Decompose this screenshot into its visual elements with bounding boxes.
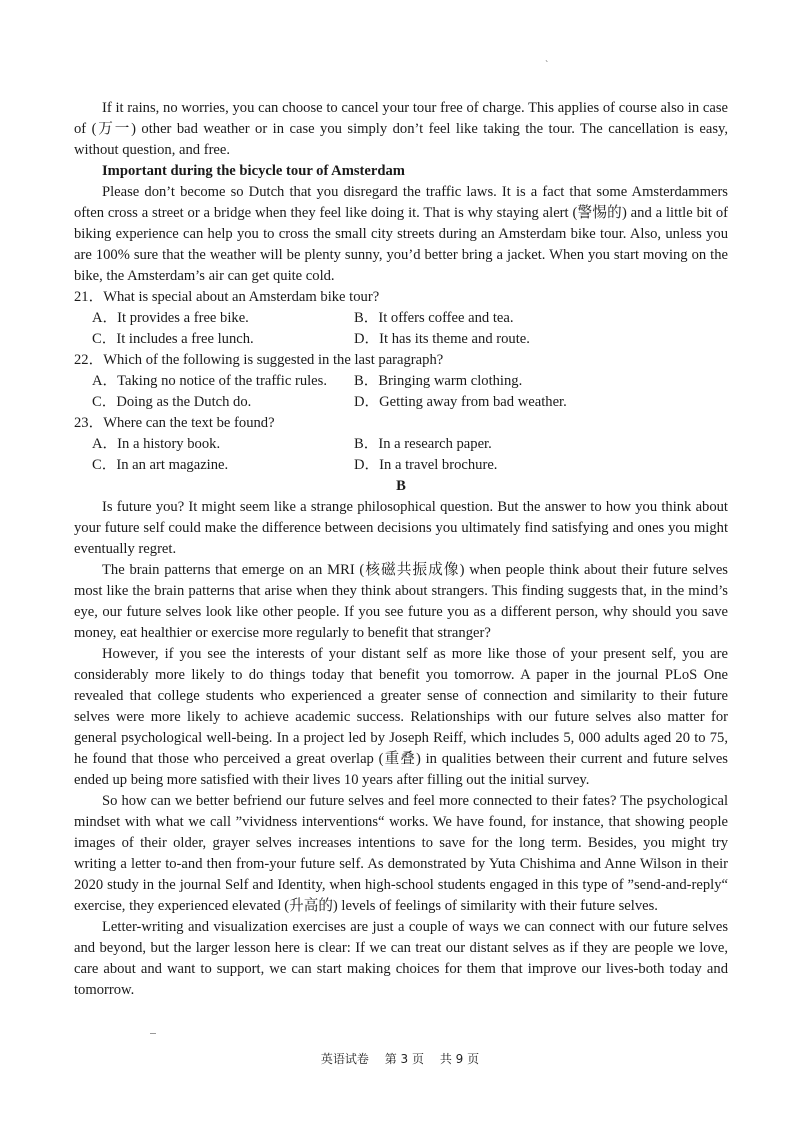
question-stem: 22．Which of the following is suggested in the last paragraph? <box>74 352 444 368</box>
option-a: A．Taking no notice of the traffic rules. <box>92 373 327 389</box>
stray-mark: ` <box>545 60 549 71</box>
option-d: D．In a travel brochure. <box>354 457 498 473</box>
passage-b-paragraph-5: Letter-writing and visualization exercises are just a couple of ways we can connect with our future selves and beyond, but the larger lesson here is clear: If we can treat our distant selves as if they are people we love, care about and want to support, we can start making choices for them that improve our lives-both today and tomorrow. <box>74 919 728 998</box>
passage-b-paragraph-4: So how can we better befriend our future selves and feel more connected to their fates? The psychological mindset with what we call ”vividness interventions“ works. We have found, for instance, that showing people images of their older, grayer selves increases intentions to save for the long term. Besides, you might try writing a letter to-and then from-your future self. As demonstrated by Yuta Chishima and Anne Wilson in their 2020 study in the journal Self and Identity, when high-school students engaged in this type of ”send-and-reply“ exercise, they experienced elevated (升高的) levels of feelings of similarity with their future selves. <box>74 793 728 914</box>
option-d: D．Getting away from bad weather. <box>354 394 567 410</box>
question-23 <box>74 413 728 476</box>
option-row <box>74 392 728 413</box>
option-c: C．Doing as the Dutch do. <box>92 394 252 410</box>
page-footer <box>0 1050 800 1067</box>
footer-page-total: 共 9 页 <box>439 1052 480 1066</box>
option-row <box>74 455 728 476</box>
option-row <box>74 434 728 455</box>
question-stem: 23．Where can the text be found? <box>74 415 275 431</box>
passage-b-paragraph-3: However, if you see the interests of your distant self as more like those of your present self, you are considerably more likely to do things today that benefit you tomorrow. A paper in the journal PLoS One revealed that college students who experienced a greater sense of connection and similarity to their future selves were more likely to achieve academic success. Relationships with our future selves also matter for general psychological well-being. In a project led by Joseph Reiff, which includes 5, 000 adults aged 20 to 75, he found that those who perceived a great overlap (重叠) in qualities between their current and future selves ended up being more satisfied with their lives 10 years after filling out the initial survey. <box>74 646 728 788</box>
option-row <box>74 371 728 392</box>
page-content <box>74 98 728 1001</box>
option-a: A．In a history book. <box>92 436 221 452</box>
option-c: C．In an art magazine. <box>92 457 229 473</box>
question-stem: 21．What is special about an Amsterdam bike tour? <box>74 289 380 305</box>
section-heading: Important during the bicycle tour of Amsterdam <box>102 163 405 179</box>
option-c: C．It includes a free lunch. <box>92 331 254 347</box>
section-label-b: B <box>396 478 406 494</box>
option-a: A．It provides a free bike. <box>92 310 249 326</box>
question-22 <box>74 350 728 413</box>
option-b: B．In a research paper. <box>354 436 492 452</box>
passage-b-paragraph-2: The brain patterns that emerge on an MRI (核磁共振成像) when people think about their future selves most like the brain patterns that arise when they think about strangers. This finding suggests that, in the mind’s eye, our future selves look like other people. If you see future you as a different person, why should you save money, eat healthier or exercise more regularly to benefit that stranger? <box>74 562 728 641</box>
footer-page-number: 第 3 页 <box>384 1052 424 1066</box>
margin-tick <box>150 1033 156 1034</box>
question-21 <box>74 287 728 350</box>
option-d: D．It has its theme and route. <box>354 331 530 347</box>
passage-b-paragraph-1: Is future you? It might seem like a strange philosophical question. But the answer to how you think about your future self could make the difference between decisions you ultimately find satisfying and ones you might eventually regret. <box>74 499 728 557</box>
intro-paragraph-1: If it rains, no worries, you can choose to cancel your tour free of charge. This applies of course also in case of (万一) other bad weather or in case you simply don’t feel like taking the tour. The cancellation is easy, without question, and free. <box>74 100 728 158</box>
option-b: B．Bringing warm clothing. <box>354 373 523 389</box>
option-row <box>74 308 728 329</box>
option-b: B．It offers coffee and tea. <box>354 310 514 326</box>
intro-paragraph-2: Please don’t become so Dutch that you disregard the traffic laws. It is a fact that some Amsterdammers often cross a street or a bridge when they feel like doing it. That is why staying alert (警惕的) and a little bit of biking experience can help you to cross the small city streets during an Amsterdam bike tour. Also, unless you are 100% sure that the weather will be plenty sunny, you’d better bring a jacket. When you start moving on the bike, the Amsterdam’s air can get quite cold. <box>74 184 728 284</box>
option-row <box>74 329 728 350</box>
footer-subject: 英语试卷 <box>320 1052 369 1066</box>
